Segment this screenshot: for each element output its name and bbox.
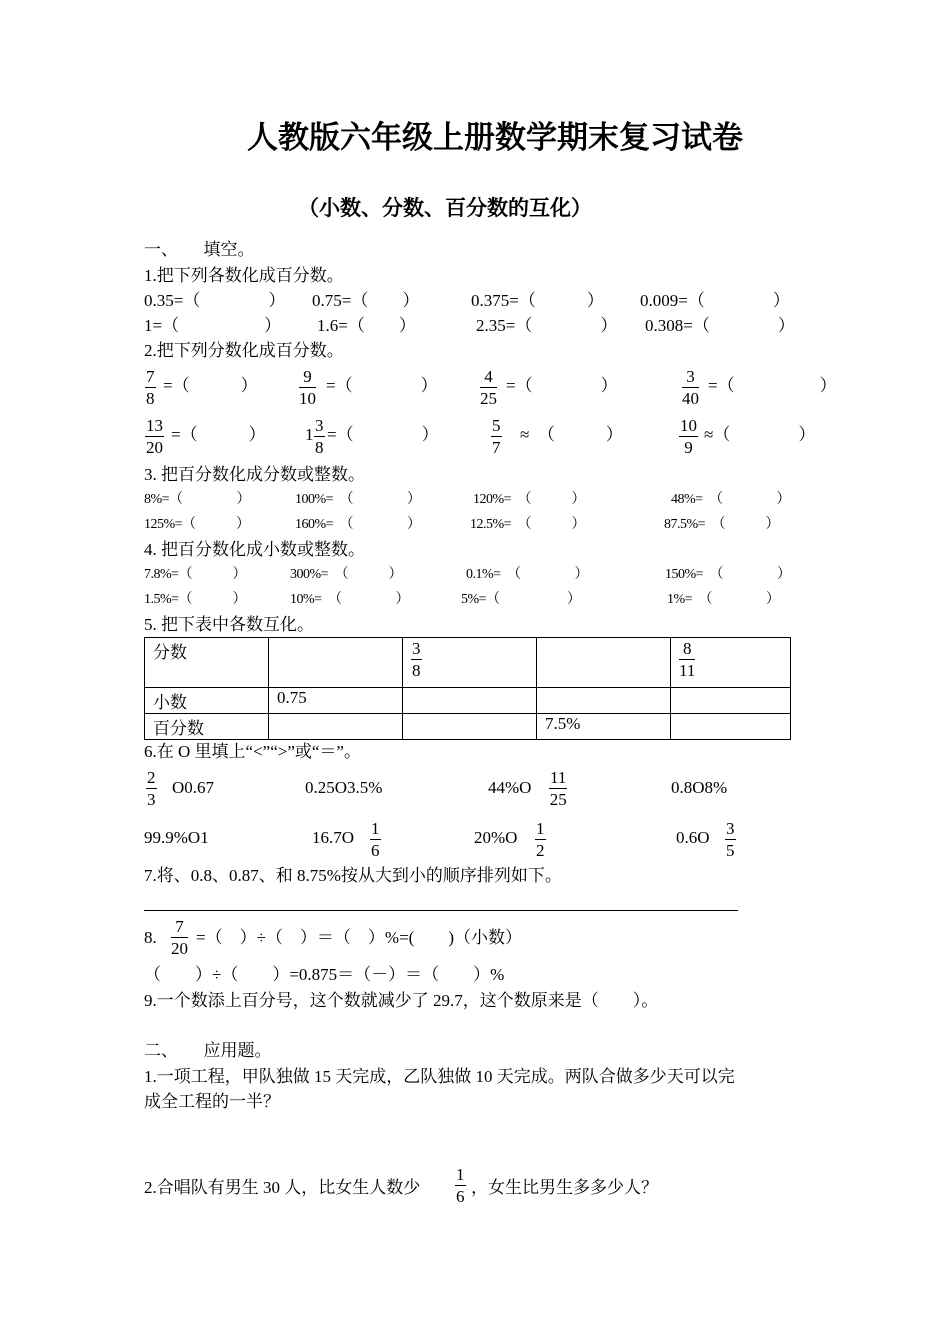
fraction-numerator: 1 <box>536 819 545 838</box>
q3-item: 87.5%= （ ） <box>664 517 780 532</box>
table-cell: 0.75 <box>269 688 403 714</box>
fraction-numerator: 5 <box>492 416 501 435</box>
fraction <box>299 366 316 409</box>
q2-answer: ≈（ ） <box>704 425 816 444</box>
fraction <box>679 638 695 681</box>
q1-prompt: 1.把下列各数化成百分数。 <box>144 266 344 285</box>
fraction-denominator: 20 <box>146 438 163 457</box>
table-cell: 7.5% <box>537 714 671 740</box>
mixed-whole: 1 <box>305 425 314 444</box>
q1-item: 0.308=（ ） <box>645 316 795 335</box>
p2-q2-text: 2.合唱队有男生 30 人，比女生人数少 <box>144 1178 421 1197</box>
q3-item: 8%=（ ） <box>144 492 251 507</box>
q2-answer: =（ ） <box>708 376 837 395</box>
fraction-numerator: 3 <box>412 639 421 658</box>
q1-item: 1.6=（ ） <box>317 316 416 335</box>
fraction-numerator: 11 <box>550 768 567 787</box>
fraction-denominator: 40 <box>682 389 699 408</box>
q2-answer: =（ ） <box>171 425 266 444</box>
table-cell: 小数 <box>145 688 269 714</box>
table-cell <box>537 688 671 714</box>
fraction-numerator: 9 <box>299 366 316 388</box>
q6-prompt: 6.在 O 里填上“<”“>”或“＝”。 <box>144 742 361 761</box>
fraction-denominator: 3 <box>147 790 156 809</box>
q3-item: 12.5%= （ ） <box>470 517 586 532</box>
compare-item: 44%O <box>488 778 532 797</box>
table-cell <box>537 638 671 688</box>
fraction <box>314 415 325 458</box>
q2-prompt: 2.把下列分数化成百分数。 <box>144 341 344 360</box>
q4-item: 300%= （ ） <box>290 567 403 582</box>
fraction-numerator: 3 <box>726 819 735 838</box>
table-cell <box>269 714 403 740</box>
fraction <box>411 638 422 681</box>
p2-q1-line2: 成全工程的一半？ <box>144 1092 280 1111</box>
fraction <box>145 366 156 409</box>
page-title: 人教版六年级上册数学期末复习试卷 <box>247 120 743 156</box>
table-cell <box>269 638 403 688</box>
fraction-denominator: 5 <box>726 841 735 860</box>
fraction-numerator: 7 <box>171 916 188 938</box>
q2-answer: ≈ （ ） <box>520 425 623 444</box>
fraction-denominator: 7 <box>492 438 501 457</box>
fraction-denominator: 6 <box>371 841 380 860</box>
q2-answer: =（ ） <box>326 376 438 395</box>
q5-prompt: 5. 把下表中各数互化。 <box>144 615 314 634</box>
fraction-numerator: 13 <box>146 416 163 435</box>
conversion-table <box>144 637 791 740</box>
table-row <box>145 638 791 688</box>
fraction-denominator: 25 <box>549 790 567 809</box>
fraction <box>480 366 497 409</box>
table-row <box>145 688 791 714</box>
q2-answer: =（ ） <box>506 376 618 395</box>
table-cell: 百分数 <box>145 714 269 740</box>
answer-line <box>144 910 738 911</box>
q4-item: 150%= （ ） <box>665 567 791 582</box>
compare-item: 99.9%O1 <box>144 828 209 847</box>
p2-q1-line1: 1.一项工程，甲队独做 15 天完成，乙队独做 10 天完成。两队合做多少天可以完 <box>144 1067 735 1086</box>
fraction-numerator: 3 <box>315 416 324 435</box>
q8-label: 8. <box>144 928 157 947</box>
table-cell <box>671 638 791 688</box>
fraction <box>370 818 381 861</box>
q3-item: 48%= （ ） <box>671 492 791 507</box>
q3-item: 160%= （ ） <box>295 517 421 532</box>
fraction <box>725 818 736 861</box>
q2-answer: =（ ） <box>327 425 439 444</box>
table-cell <box>403 688 537 714</box>
fraction <box>679 415 698 458</box>
fraction-numerator: 1 <box>371 819 380 838</box>
part1-heading: 一、 填空。 <box>144 240 255 259</box>
q1-item: 2.35=（ ） <box>476 316 618 335</box>
fraction <box>491 415 502 458</box>
fraction-numerator: 8 <box>679 638 695 660</box>
page-subtitle: （小数、分数、百分数的互化） <box>298 196 592 220</box>
table-row <box>145 714 791 740</box>
q4-item: 10%= （ ） <box>290 592 410 607</box>
q4-item: 1%= （ ） <box>667 592 780 607</box>
part2-heading: 二、 应用题。 <box>144 1041 272 1060</box>
fraction <box>549 767 567 810</box>
fraction <box>535 818 546 861</box>
fraction-numerator: 7 <box>146 367 155 386</box>
q9-prompt: 9.一个数添上百分号，这个数就减少了 29.7，这个数原来是（ ）。 <box>144 991 659 1010</box>
q8-equation-2: （ ）÷（ ）=0.875＝（－）＝（ ）% <box>144 965 505 984</box>
table-cell <box>403 638 537 688</box>
fraction-denominator: 20 <box>171 939 188 958</box>
q1-item: 0.009=（ ） <box>640 291 790 310</box>
q1-item: 0.75=（ ） <box>312 291 420 310</box>
fraction-denominator: 8 <box>146 389 155 408</box>
q3-item: 120%= （ ） <box>473 492 586 507</box>
compare-item: 0.25O3.5% <box>305 778 383 797</box>
q8-equation: =（ ）÷（ ）＝（ ）%=( )（小数） <box>196 928 522 947</box>
compare-item: 0.8O8% <box>671 778 728 797</box>
fraction-numerator: 1 <box>456 1165 465 1184</box>
compare-item: O0.67 <box>172 778 215 797</box>
q4-item: 5%=（ ） <box>461 592 581 607</box>
table-cell <box>671 714 791 740</box>
compare-item: 20%O <box>474 828 518 847</box>
fraction-denominator: 2 <box>536 841 545 860</box>
q4-item: 7.8%=（ ） <box>144 567 247 582</box>
q4-prompt: 4. 把百分数化成小数或整数。 <box>144 540 365 559</box>
fraction-denominator: 11 <box>679 661 696 680</box>
q3-prompt: 3. 把百分数化成分数或整数。 <box>144 465 365 484</box>
fraction <box>682 366 699 409</box>
q4-item: 1.5%=（ ） <box>144 592 247 607</box>
fraction <box>171 916 188 959</box>
fraction-numerator: 3 <box>682 366 699 388</box>
fraction <box>455 1164 466 1207</box>
fraction-denominator: 25 <box>480 389 497 408</box>
fraction-numerator: 2 <box>147 768 156 787</box>
fraction <box>146 767 157 810</box>
table-cell <box>671 688 791 714</box>
q3-item: 125%=（ ） <box>144 517 250 532</box>
q1-item: 1=（ ） <box>144 316 282 335</box>
fraction-denominator: 8 <box>412 661 421 680</box>
fraction-denominator: 10 <box>299 389 316 408</box>
q1-item: 0.375=（ ） <box>471 291 604 310</box>
fraction-numerator: 4 <box>480 366 497 388</box>
table-cell <box>403 714 537 740</box>
table-cell: 分数 <box>145 638 269 688</box>
compare-item: 0.6O <box>676 828 710 847</box>
q1-item: 0.35=（ ） <box>144 291 286 310</box>
p2-q2-text-end: ，女生比男生多多少人？ <box>471 1178 658 1197</box>
fraction <box>145 415 164 458</box>
q3-item: 100%= （ ） <box>295 492 421 507</box>
fraction-denominator: 6 <box>456 1187 465 1206</box>
fraction-denominator: 9 <box>684 438 693 457</box>
q2-answer: =（ ） <box>163 376 258 395</box>
q7-prompt: 7.将、0.8、0.87、和 8.75%按从大到小的顺序排列如下。 <box>144 866 562 885</box>
compare-item: 16.7O <box>312 828 355 847</box>
q4-item: 0.1%= （ ） <box>466 567 589 582</box>
fraction-numerator: 10 <box>680 416 697 435</box>
fraction-denominator: 8 <box>315 438 324 457</box>
